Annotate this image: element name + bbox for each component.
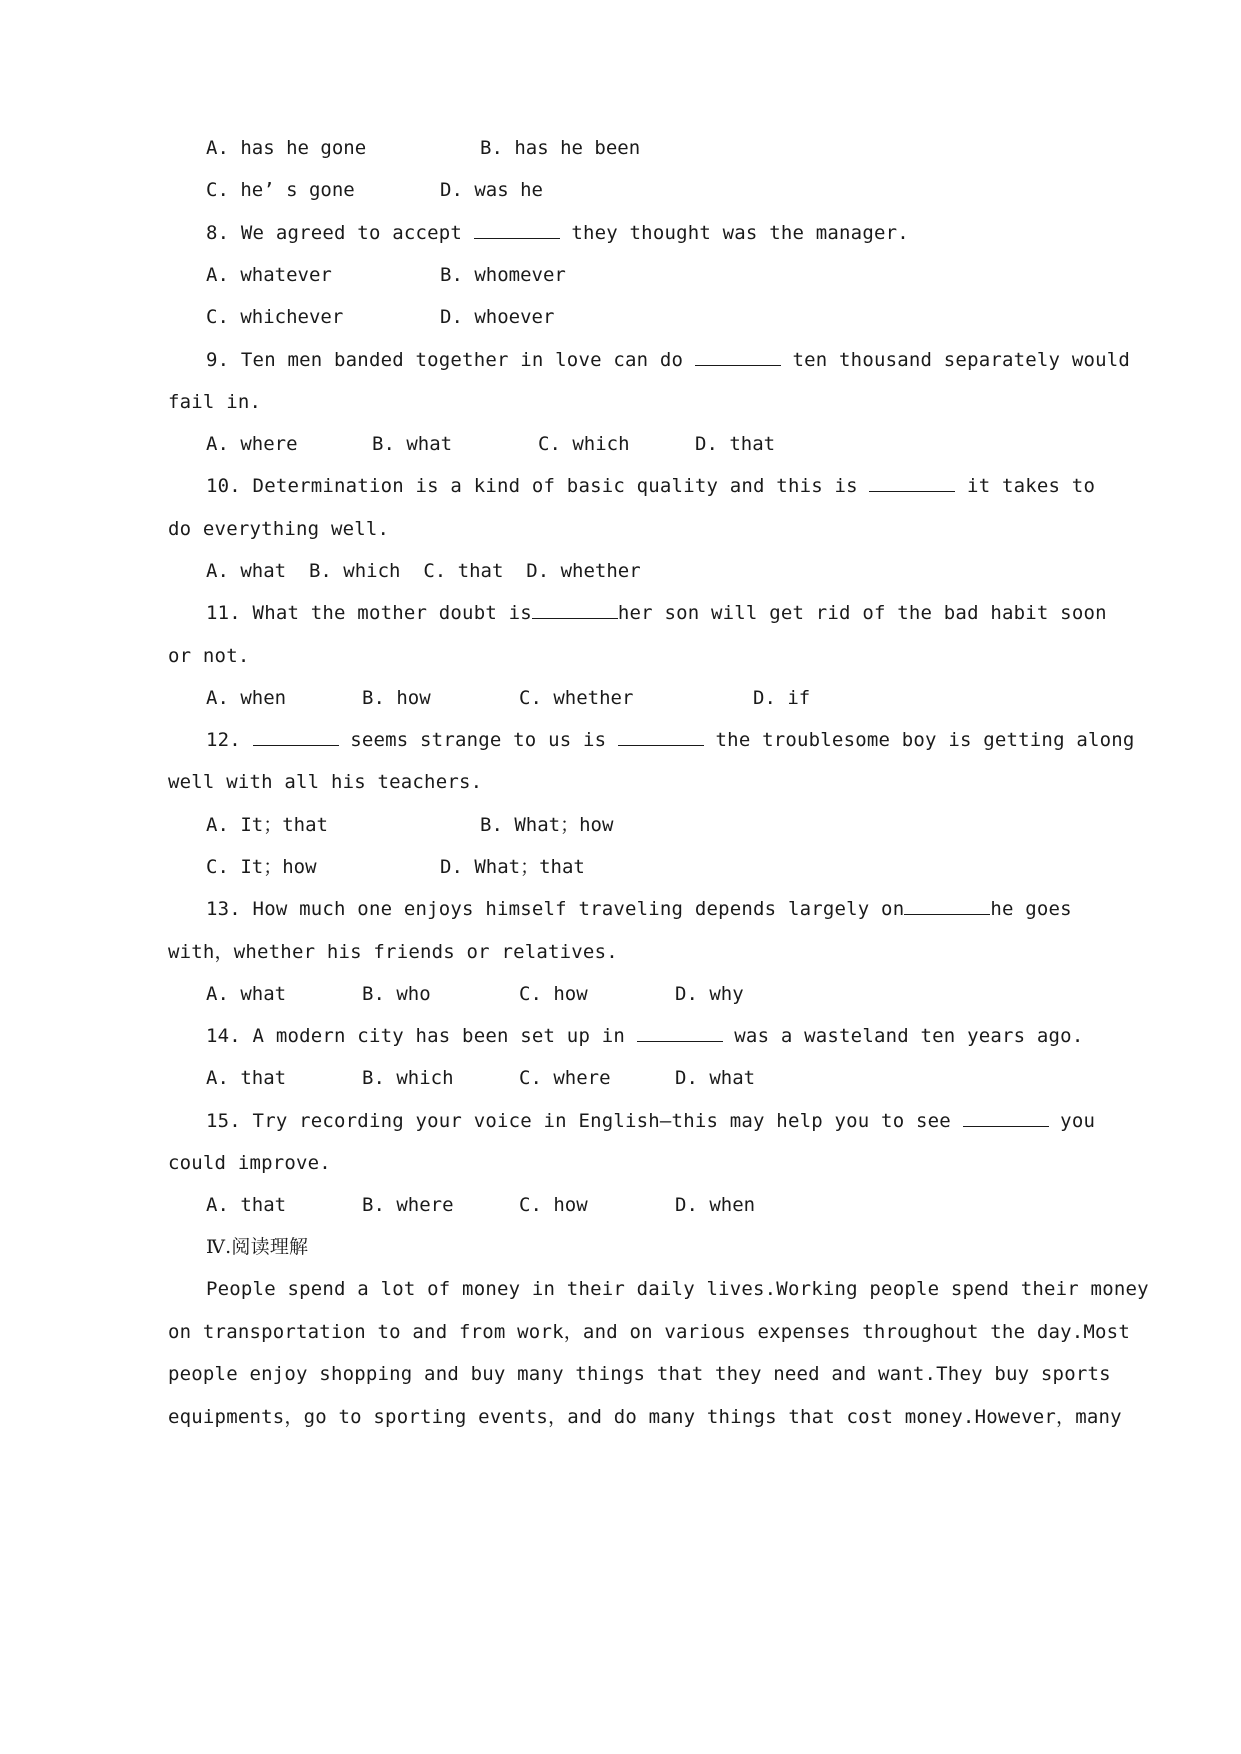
q7-option-b: B. has he been: [480, 137, 641, 159]
q11-option-b: B. how: [362, 687, 431, 709]
answer-blank: [474, 222, 560, 239]
q8-option-b: B. whomever: [440, 264, 566, 286]
answer-blank: [253, 729, 339, 746]
q15-stem-line2: could improve.: [168, 1152, 331, 1174]
q14-option-c: C. where: [519, 1067, 611, 1089]
answer-blank: [869, 475, 955, 492]
q10-stem: 10. Determination is a kind of basic quality and this is it takes to: [206, 475, 1096, 497]
q12-option-d: D. What；that: [440, 856, 585, 878]
q12-stem-line2: well with all his teachers.: [168, 771, 483, 793]
q15-option-b: B. where: [362, 1194, 454, 1216]
q9-stem-line2: fail in.: [168, 391, 262, 413]
q7-option-d: D. was he: [440, 179, 543, 201]
q15-option-d: D. when: [675, 1194, 756, 1216]
q11-option-a: A. when: [206, 687, 287, 709]
answer-blank: [637, 1025, 723, 1042]
q10-stem-line2: do everything well.: [168, 518, 390, 540]
q9-option-c: C. which: [538, 433, 630, 455]
q14-option-b: B. which: [362, 1067, 454, 1089]
answer-blank: [695, 349, 781, 366]
answer-blank: [618, 729, 704, 746]
q11-stem-line2: or not.: [168, 645, 250, 667]
q9-stem: 9. Ten men banded together in love can do ten thousand separately would: [206, 349, 1131, 371]
q12-stem: 12. seems strange to us is the troublesome boy is getting along: [206, 729, 1135, 751]
q8-option-a: A. whatever: [206, 264, 332, 286]
section-heading: Ⅳ.阅读理解: [206, 1236, 309, 1258]
q13-option-b: B. who: [362, 983, 431, 1005]
q11-stem: 11. What the mother doubt is her son will get rid of the bad habit soon: [206, 602, 1107, 624]
q14-option-a: A. that: [206, 1067, 287, 1089]
passage-line-2: on transportation to and from work，and on various expenses throughout the day.Most: [168, 1321, 1130, 1343]
q15-option-c: C. how: [519, 1194, 588, 1216]
q11-option-d: D. if: [753, 687, 811, 709]
q13-option-c: C. how: [519, 983, 588, 1005]
q13-stem: 13. How much one enjoys himself traveling depends largely on he goes: [206, 898, 1072, 920]
q12-option-a: A. It；that: [206, 814, 328, 836]
q7-option-a: A. has he gone: [206, 137, 367, 159]
answer-blank: [963, 1110, 1049, 1127]
q11-option-c: C. whether: [519, 687, 634, 709]
q14-option-d: D. what: [675, 1067, 756, 1089]
q9-option-a: A. where: [206, 433, 298, 455]
q12-option-c: C. It；how: [206, 856, 317, 878]
answer-blank: [904, 898, 990, 915]
q14-stem: 14. A modern city has been set up in was a wasteland ten years ago.: [206, 1025, 1084, 1047]
q8-stem: 8. We agreed to accept they thought was the manager.: [206, 222, 909, 244]
q7-option-c: C. he’ s gone: [206, 179, 355, 201]
passage-line-1: People spend a lot of money in their daily lives.Working people spend their money: [206, 1278, 1149, 1300]
passage-line-3: people enjoy shopping and buy many things that they need and want.They buy sports: [168, 1363, 1111, 1385]
q10-options: A. what B. which C. that D. whether: [206, 560, 641, 582]
q15-stem: 15. Try recording your voice in English—this may help you to see you: [206, 1110, 1096, 1132]
q13-stem-line2: with，whether his friends or relatives.: [168, 941, 618, 963]
q8-option-c: C. whichever: [206, 306, 344, 328]
q8-option-d: D. whoever: [440, 306, 555, 328]
q9-option-b: B. what: [372, 433, 453, 455]
q13-option-a: A. what: [206, 983, 287, 1005]
q12-option-b: B. What；how: [480, 814, 614, 836]
passage-line-4: equipments，go to sporting events，and do many things that cost money.However，many: [168, 1406, 1122, 1428]
q13-option-d: D. why: [675, 983, 744, 1005]
q9-option-d: D. that: [695, 433, 776, 455]
q15-option-a: A. that: [206, 1194, 287, 1216]
answer-blank: [532, 602, 618, 619]
